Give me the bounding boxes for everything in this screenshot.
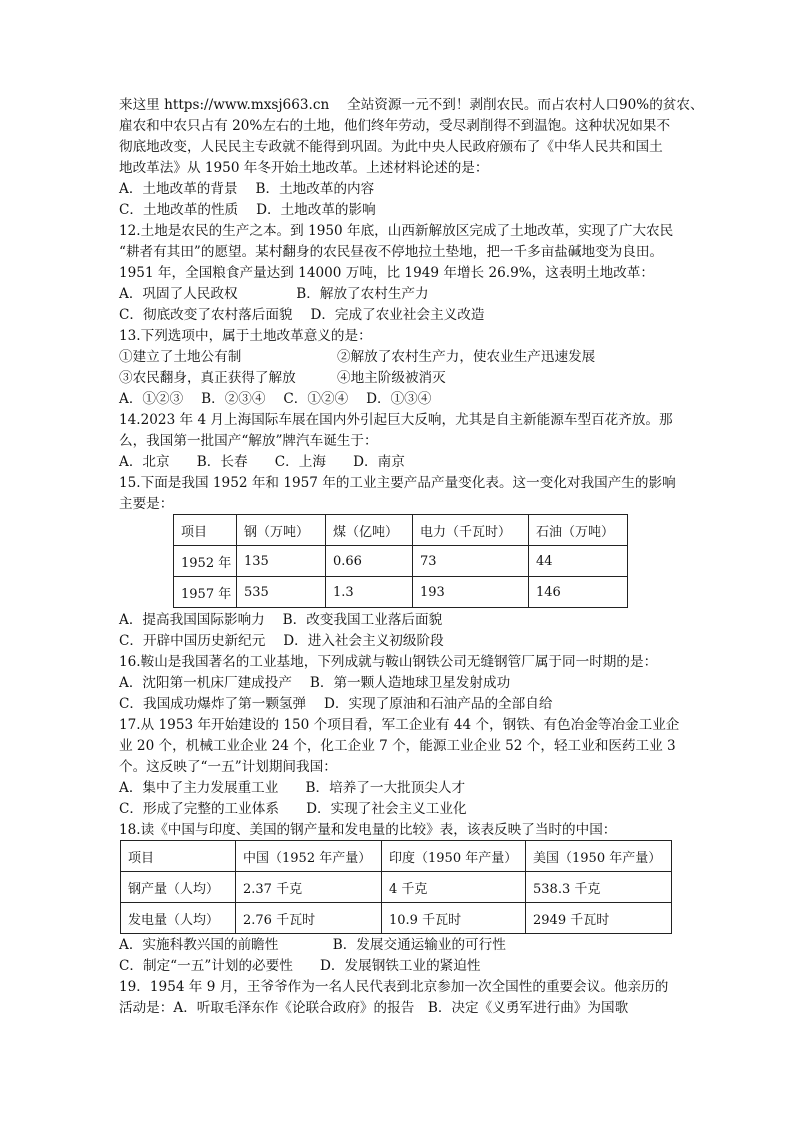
text-line: “耕者有其田”的愿望。某村翻身的农民昼夜不停地拉土垫地，把一千多亩盐碱地变为良田。 [119,244,664,260]
table-cell: 535 [237,577,326,608]
table-header-cell: 煤（亿吨） [326,515,413,546]
text-line: 么，我国第一批国产“解放”牌汽车诞生于： [119,433,378,449]
table-header-cell: 石油（万吨） [529,515,628,546]
question-15: 15.下面是我国 1952 年和 1957 年的工业主要产品产量变化表。这一变化对我国产生的影响 [119,475,676,491]
option-line: C．彻底改变了农村落后面貌 D．完成了农业社会主义改造 [119,307,485,323]
option-line: C．形成了完整的工业体系 D．实现了社会主义工业化 [119,801,467,817]
question-12: 12.土地是农民的生产之本。到 1950 年底，山西新解放区完成了土地改革，实现了广大农民 [119,223,674,239]
question-18: 18.读《中国与印度、美国的钢产量和发电量的比较》表，该表反映了当时的中国： [119,822,617,838]
table-cell: 10.9 千瓦时 [382,903,526,934]
table-header-cell: 美国（1950 年产量） [526,841,672,872]
table-cell: 73 [413,546,529,577]
table-cell: 4 千克 [382,872,526,903]
table-header-row [174,515,628,546]
table-row [121,903,672,934]
table-header-cell: 印度（1950 年产量） [382,841,526,872]
table-cell: 146 [529,577,628,608]
table-row [121,872,672,903]
table-cell: 钢产量（人均） [121,872,236,903]
statement-line [119,368,446,388]
text-line: 雇农和中农只占有 20%左右的土地，他们终年劳动，受尽剥削得不到温饱。这种状况如果不 [119,118,671,134]
option-line: A．集中了主力发展重工业 B．培养了一大批顶尖人才 [119,780,466,796]
option-line: A．沈阳第一机床厂建成投产 B．第一颗人造地球卫星发射成功 [119,675,511,691]
text-line: 主要是： [119,496,174,512]
question-17: 17.从 1953 年开始建设的 150 个项目看，军工企业有 44 个，钢铁、有色冶金等冶金工业企 [119,717,680,733]
text-line: 来这里 https://www.mxsj663.cn 全站资源一元不到！剥削农民。而占农村人口90%的贫农、 [119,97,704,113]
comparison-table [120,840,672,934]
question-16: 16.鞍山是我国著名的工业基地，下列成就与鞍山钢铁公司无缝钢管厂属于同一时期的是： [119,654,658,670]
table-header-cell: 电力（千瓦时） [413,515,529,546]
text-line: 个。这反映了“一五”计划期间我国： [119,759,337,775]
text-line: 地改革法》从 1950 年冬开始土地改革。上述材料论述的是： [119,160,489,176]
text-line: 彻底地改变，人民民主专政就不能得到巩固。为此中央人民政府颁布了《中华人民共和国土 [119,139,663,155]
option-line: A．北京 B．长春 C．上海 D．南京 [119,454,405,470]
question-13: 13.下列选项中，属于土地改革意义的是： [119,328,372,344]
option-line: A．提高我国国际影响力 B．改变我国工业落后面貌 [119,612,443,628]
table-cell: 135 [237,546,326,577]
statement-line [119,347,596,367]
table-header-cell: 中国（1952 年产量） [236,841,382,872]
option-line: C．制定“一五”计划的必要性 D．发展钢铁工业的紧迫性 [119,958,481,974]
table-header-cell: 项目 [174,515,237,546]
option-line: A．巩固了人民政权 B．解放了农村生产力 [119,286,429,302]
table-cell: 2.76 千瓦时 [236,903,382,934]
table-cell: 0.66 [326,546,413,577]
text-line: 活动是：A．听取毛泽东作《论联合政府》的报告 B．决定《义勇军进行曲》为国歌 [119,1000,629,1016]
table-cell: 1957 年 [174,577,237,608]
statement-4: ④地主阶级被消灭 [337,370,446,386]
table-cell: 发电量（人均） [121,903,236,934]
table-cell: 1952 年 [174,546,237,577]
table-row [174,577,628,608]
production-table [173,514,628,608]
statement-3: ③农民翻身，真正获得了解放 [119,370,296,386]
table-header-cell: 钢（万吨） [237,515,326,546]
question-14: 14.2023 年 4 月上海国际车展在国内外引起巨大反响，尤其是自主新能源车型百花齐放。那 [119,412,673,428]
option-line: C．开辟中国历史新纪元 D．进入社会主义初级阶段 [119,633,444,649]
table-header-cell: 项目 [121,841,236,872]
table-cell: 193 [413,577,529,608]
table-row [174,546,628,577]
table-cell: 2949 千瓦时 [526,903,672,934]
question-19: 19．1954 年 9 月，王爷爷作为一名人民代表到北京参加一次全国性的重要会议。他亲历的 [119,979,669,995]
table-header-row [121,841,672,872]
table-cell: 2.37 千克 [236,872,382,903]
table-cell: 1.3 [326,577,413,608]
table-cell: 538.3 千克 [526,872,672,903]
option-line: A．实施科教兴国的前瞻性 B．发展交通运输业的可行性 [119,937,506,953]
table-cell: 44 [529,546,628,577]
statement-1: ①建立了土地公有制 [119,349,242,365]
statement-2: ②解放了农村生产力，使农业生产迅速发展 [337,349,596,365]
text-line: 业 20 个，机械工业企业 24 个，化工企业 7 个，能源工业企业 52 个，轻工业和医药工业 3 [119,738,676,754]
text-line: 1951 年，全国粮食产量达到 14000 万吨，比 1949 年增长 26.9%，这表明土地改革： [119,265,654,281]
option-line: A．①②③ B．②③④ C．①②④ D．①③④ [119,391,432,407]
option-line: A．土地改革的背景 B．土地改革的内容 [119,181,375,197]
option-line: C．我国成功爆炸了第一颗氢弹 D．实现了原油和石油产品的全部自给 [119,696,553,712]
option-line: C．土地改革的性质 D．土地改革的影响 [119,202,376,218]
